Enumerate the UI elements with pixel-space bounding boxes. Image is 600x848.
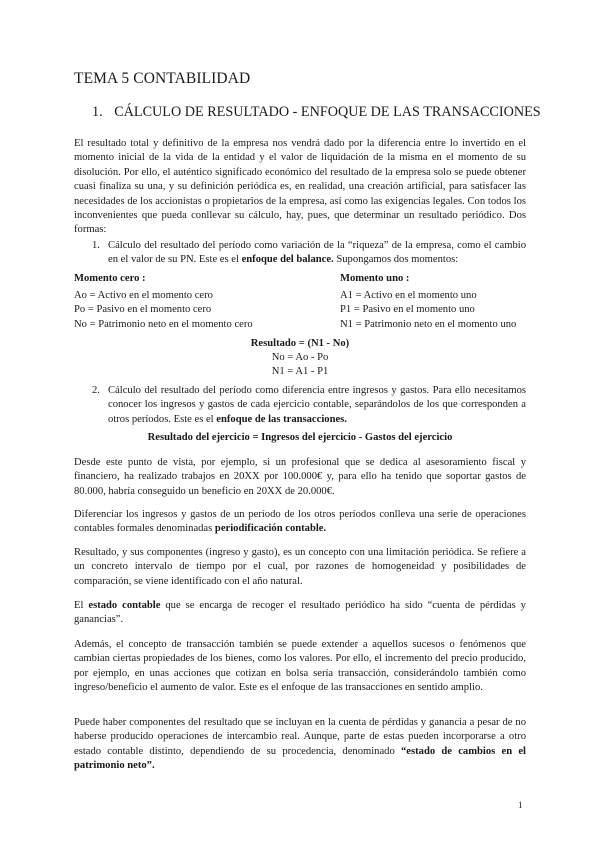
formula-line: N1 = A1 - P1: [271, 366, 329, 378]
page-number: 1: [518, 800, 523, 810]
document-title: TEMA 5 CONTABILIDAD: [74, 70, 251, 87]
list-number: 1.: [92, 240, 100, 251]
result-paragraph: Resultado, y sus componentes (ingreso y gasto), es un concepto con una limitación periódica. Se refiere a un concreto intervalo de tiempo por el cual, por razones de homogeneidad y posibilidades de comparación, se viene identificado con el año natural.: [74, 547, 526, 587]
periodif-text: Diferenciar los ingresos y gastos de un período de los otros períodos conlleva una serie de operaciones contables formales denominadas: [74, 509, 526, 535]
moment-one-heading: Momento uno :: [340, 273, 410, 284]
formula-main: Resultado = (N1 - No): [250, 338, 350, 349]
puede-text: Puede haber componentes del resultado que se incluyan en la cuenta de pérdidas y ganancia a pesar de no haberse producido operaciones de intercambio real. Aunque, parte de estas pueden incorporarse a otro estado contable distinto, dependiendo de su procedencia, denominado: [74, 717, 526, 757]
moment-one-column: [340, 272, 516, 332]
puede-paragraph: [74, 716, 526, 774]
item2-bold: enfoque de las transacciones.: [216, 413, 347, 425]
estado-after: que se encarga de recoger el resultado periódico ha sido “cuenta de pérdidas y ganancias”.: [74, 600, 526, 626]
estado-paragraph: [74, 599, 526, 628]
transactions-formula: [74, 431, 526, 445]
section-number: 1.: [92, 104, 103, 120]
example-paragraph: Desde este punto de vista, por ejemplo, si un profesional que se dedica al asesoramiento fiscal y financiero, ha realizado trabajos en 20XX por 100.000€ y, para ello ha tenido que soportar gastos de 80.000, habría conseguido un beneficio en 20XX de 20.000€.: [74, 457, 526, 497]
moment-zero-heading: Momento cero :: [74, 273, 146, 284]
estado-bold: estado contable: [88, 600, 161, 611]
item1-after: Supongamos dos momentos:: [333, 254, 459, 266]
item2-text: Cálculo del resultado del período como diferencia entre ingresos y gastos. Para ello necesitamos conocer los ingresos y gastos de cada ejercicio contable, separándolos de los que corresponden a otros períodos. Este es el: [108, 385, 526, 425]
periodification-paragraph: [74, 508, 526, 537]
moment-zero-row: Ao = Activo en el momento cero: [74, 289, 213, 301]
list-item-text: [92, 384, 526, 427]
moment-zero-column: [74, 272, 253, 332]
periodif-bold: periodificación contable.: [214, 523, 327, 535]
ademas-paragraph: Además, el concepto de transacción también se puede extender a aquellos sucesos o fenómenos que cambian ciertas propiedades de los bienes, como los valores. Por ello, el incremento del precio producido, por ejemplo, en unas acciones que cotizan en bolsa sería transacción, considerándolo también como ingreso/beneficio el aumento de valor. Este es el enfoque de las transacciones en sentido amplio.: [74, 639, 526, 694]
moment-zero-row: No = Patrimonio neto en el momento cero: [74, 318, 253, 330]
moment-zero-row: Po = Pasivo en el momento cero: [74, 304, 212, 316]
list-number: 2.: [92, 385, 100, 396]
formula-main: Resultado del ejercicio = Ingresos del ejercicio - Gastos del ejercicio: [147, 432, 453, 443]
moment-one-row: A1 = Activo en el momento uno: [340, 289, 477, 301]
list-item-transactions: [92, 384, 526, 427]
section-title: [92, 104, 541, 121]
puede-bold: “estado de cambios en el patrimonio neto”.: [74, 745, 526, 772]
item1-bold: enfoque del balance.: [241, 254, 334, 266]
moment-one-row: P1 = Pasivo en el momento uno: [340, 304, 475, 316]
list-item-balance: [92, 239, 526, 268]
moment-one-row: N1 = Patrimonio neto en el momento uno: [340, 318, 517, 330]
intro-paragraph: El resultado total y definitivo de la empresa nos vendrá dado por la diferencia entre lo invertido en el momento inicial de la vida de la entidad y el valor de liquidación de la misma en el momento de su disolución. Por ello, el auténtico significado económico del resultado de la empresa solo se puede obtener cuasi finaliza su una, y su definición periódica es, en realidad, una creación artificial, para satisfacer las necesidades de los accionistas o propietarios de la empresa, así como las exigencias legales. Con todos los inconvenientes que pueda conllevar su cálculo, hay, pues, que determinar un resultado periódico. Dos formas:: [74, 138, 526, 236]
item1-text: Cálculo del resultado del período como variación de la “riqueza” de la empresa, como el cambio en el valor de su PN. Este es el: [108, 240, 526, 266]
balance-formula: [74, 337, 526, 380]
formula-line: No = Ao - Po: [271, 352, 329, 364]
list-item-text: [92, 239, 526, 268]
estado-before: El: [74, 600, 89, 611]
section-heading: CÁLCULO DE RESULTADO - ENFOQUE DE LAS TRANSACCIONES: [114, 104, 541, 120]
